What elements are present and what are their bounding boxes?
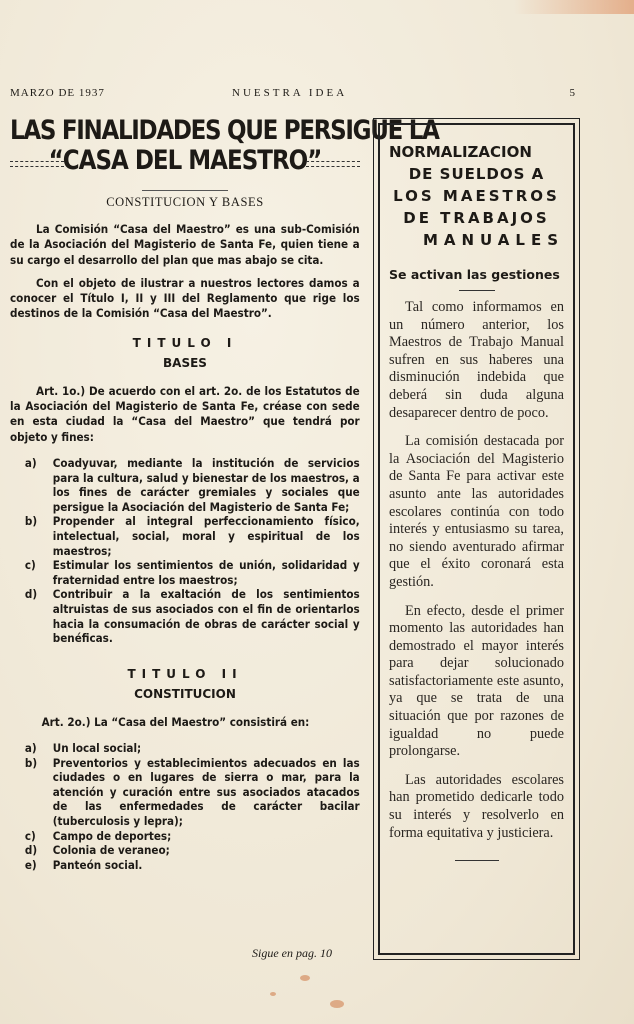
list-text: Preventorios y establecimientos adecuados en las ciudades o en lugares de sierra o mar, para la atención y curación entre sus asociados atacados de las enfermedades de carácter bacilar (tuberculosis y lepra);: [52, 756, 360, 828]
continued-note: Sigue en pag. 10: [252, 946, 332, 960]
sidebar-divider: [459, 290, 495, 291]
list-item: [10, 830, 360, 845]
section-heading: TITULO II: [127, 666, 243, 681]
section-name: BASES: [163, 355, 207, 370]
intro-paragraph: La Comisión “Casa del Maestro” es una sub-Comisión de la Asociación del Magisterio de Santa Fe, quien tiene a su cargo el desarrollo del plan que mas abajo se cita.: [10, 223, 360, 267]
sidebar-title-line: MANUALES: [422, 231, 564, 249]
sidebar-subtitle: Se activan las gestiones: [389, 267, 560, 282]
list-item: [10, 457, 360, 515]
list-marker: d): [24, 588, 38, 602]
list-item: [10, 844, 360, 859]
list-marker: a): [24, 741, 37, 755]
list-text: Estimular los sentimientos de unión, solidaridad y fraternidad entre los maestros;: [52, 559, 360, 587]
paper-stain: [330, 1000, 344, 1008]
article-subtitle: CONSTITUCION Y BASES: [106, 195, 264, 209]
list-marker: a): [24, 456, 37, 470]
title-divider: [142, 190, 228, 191]
list-text: Colonia de veraneo;: [52, 844, 170, 858]
article-title-row: [10, 148, 360, 180]
paper-stain: [514, 0, 634, 14]
list-marker: d): [24, 844, 38, 858]
list-text: Campo de deportes;: [52, 829, 172, 843]
list-text: Panteón social.: [52, 858, 143, 872]
sidebar-paragraph: En efecto, desde el primer momento las autoridades han demostrado el mayor interés para dejar solucionado satisfactoriamente este asunto, ya que se trata de una situación que por razones de igualdad no puede prolongarse.: [389, 602, 564, 760]
article-title-line2: “CASA DEL MAESTRO”: [48, 146, 322, 176]
sidebar-title-line: DE TRABAJOS: [403, 209, 550, 227]
sidebar-title-line: NORMALIZACION: [389, 143, 532, 161]
sidebar-paragraph: Las autoridades escolares han prometido dedicarle todo su interés y resolverlo en forma equitativa y justiciera.: [389, 771, 564, 841]
list-marker: c): [24, 559, 36, 573]
list-item: [10, 559, 360, 588]
publication-name: NUESTRA IDEA: [232, 87, 348, 99]
sidebar-box-inner: [378, 123, 575, 955]
sidebar-paragraph: Tal como informamos en un número anterior, los Maestros de Trabajo Manual sufren en sus haberes una disminución indebida que deberá sin duda alguna desaparecer dentro de poco.: [389, 299, 564, 421]
intro-paragraph: Con el objeto de ilustrar a nuestros lectores damos a conocer el Título I, II y III del Reglamento que rige los destinos de la Comisión “Casa del Maestro”.: [10, 276, 360, 321]
page-number: 5: [569, 87, 576, 99]
paper-stain: [300, 975, 310, 981]
article-paragraph: Art. 1o.) De acuerdo con el art. 2o. de los Estatutos de la Asociación del Magisterio de Santa Fe, créase con sede en esta ciudad la “Casa del Maestro” que tendrá por objeto y fines:: [10, 384, 360, 444]
sidebar-box: [373, 118, 580, 960]
section-heading: TITULO I: [132, 335, 238, 350]
list-marker: b): [24, 756, 38, 770]
article-paragraph: Art. 2o.) La “Casa del Maestro” consistirá en:: [41, 715, 310, 729]
sidebar-title-line: DE SUELDOS A: [408, 165, 545, 183]
sidebar-title: [389, 141, 564, 251]
list-text: Propender al integral perfeccionamiento físico, intelectual, social, moral y espiritual de los maestros;: [52, 515, 360, 558]
article-title-line1: LAS FINALIDADES QUE PERSIGUE LA: [10, 116, 439, 146]
issue-date: MARZO DE 1937: [10, 87, 105, 99]
list-text: Contribuir a la exaltación de los sentimientos altruistas de sus asociados con el fin de orientarlos hacia la consumación de obras de carácter social y benéficas.: [52, 588, 360, 646]
paper-stain: [270, 992, 276, 996]
list-item: [10, 859, 360, 874]
list-text: Coadyuvar, mediante la institución de servicios para la cultura, salud y bienestar de los maestros, a los fines de carácter gremiales y sociales que persigue la Asociación del Magisterio de Santa Fe;: [52, 456, 360, 514]
objectives-list: [10, 457, 360, 647]
page-header: [10, 87, 576, 101]
list-item: [10, 588, 360, 646]
list-item: [10, 757, 360, 830]
list-marker: c): [24, 829, 36, 843]
constitution-list: [10, 742, 360, 873]
list-marker: b): [24, 515, 38, 529]
list-item: [10, 742, 360, 757]
sidebar-paragraph: La comisión destacada por la Asociación del Magisterio de Santa Fe para activar este asunto ante las autoridades escolares continúa con todo interés y entusiasmo su tarea, no siendo aventurado afirmar que el éxito coronará esta gestión.: [389, 433, 564, 590]
list-marker: e): [24, 858, 37, 872]
sidebar-title-line: LOS MAESTROS: [393, 187, 560, 205]
title-ornament-right: [306, 161, 360, 167]
list-text: Un local social;: [52, 741, 142, 755]
list-item: [10, 515, 360, 559]
section-name: CONSTITUCION: [134, 686, 236, 701]
sidebar-end-rule: [455, 860, 499, 861]
main-article: [10, 112, 439, 873]
